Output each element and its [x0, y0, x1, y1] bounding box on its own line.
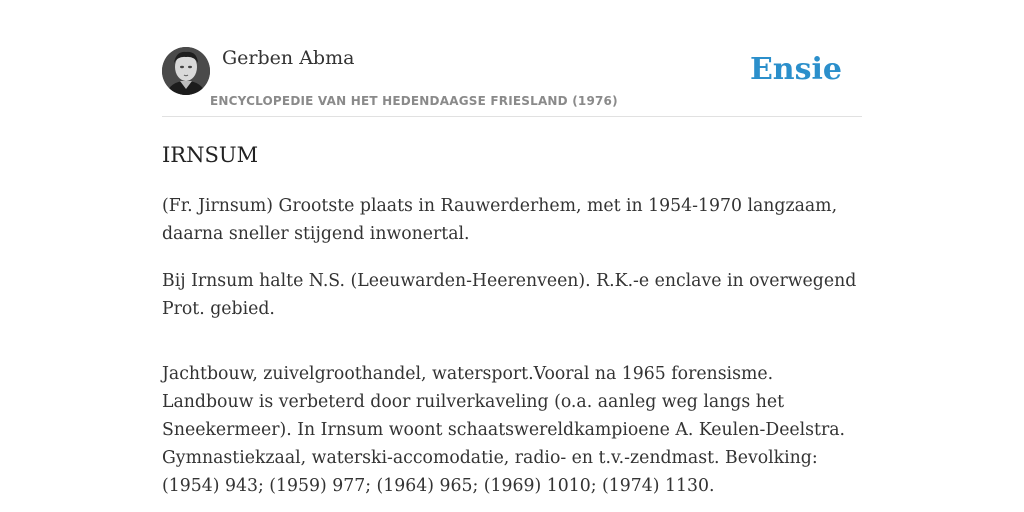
author-avatar[interactable]: [162, 47, 210, 95]
article-paragraph: Bij Irnsum halte N.S. (Leeuwarden-Heerenveen). R.K.-e enclave in overwegend Prot. gebied.: [162, 271, 857, 319]
article-title: IRNSUM: [162, 143, 259, 167]
source-title[interactable]: ENCYCLOPEDIE VAN HET HEDENDAAGSE FRIESLAND (1976): [210, 94, 618, 108]
article-header: [162, 46, 862, 117]
author-name[interactable]: Gerben Abma: [222, 47, 355, 69]
article-paragraph: (Fr. Jirnsum) Grootste plaats in Rauwerderhem, met in 1954-1970 langzaam, daarna sneller stijgend inwonertal.: [162, 196, 838, 244]
article-paragraph: Jachtbouw, zuivelgroothandel, watersport.Vooral na 1965 forensisme. Landbouw is verbeterd door ruilverkaveling (o.a. aanleg weg langs het Sneekermeer). In Irnsum woont schaatswereldkampioene A. Keulen-Deelstra. Gymnastiekzaal, waterski-accomodatie, radio- en t.v.-zendmast. Bevolking: (1954) 943; (1959) 977; (1964) 965; (1969) 1010; (1974) 1130.: [162, 364, 846, 496]
article-body: [162, 192, 858, 512]
brand-logo[interactable]: Ensie: [749, 52, 842, 87]
avatar-portrait-icon: [162, 47, 210, 95]
